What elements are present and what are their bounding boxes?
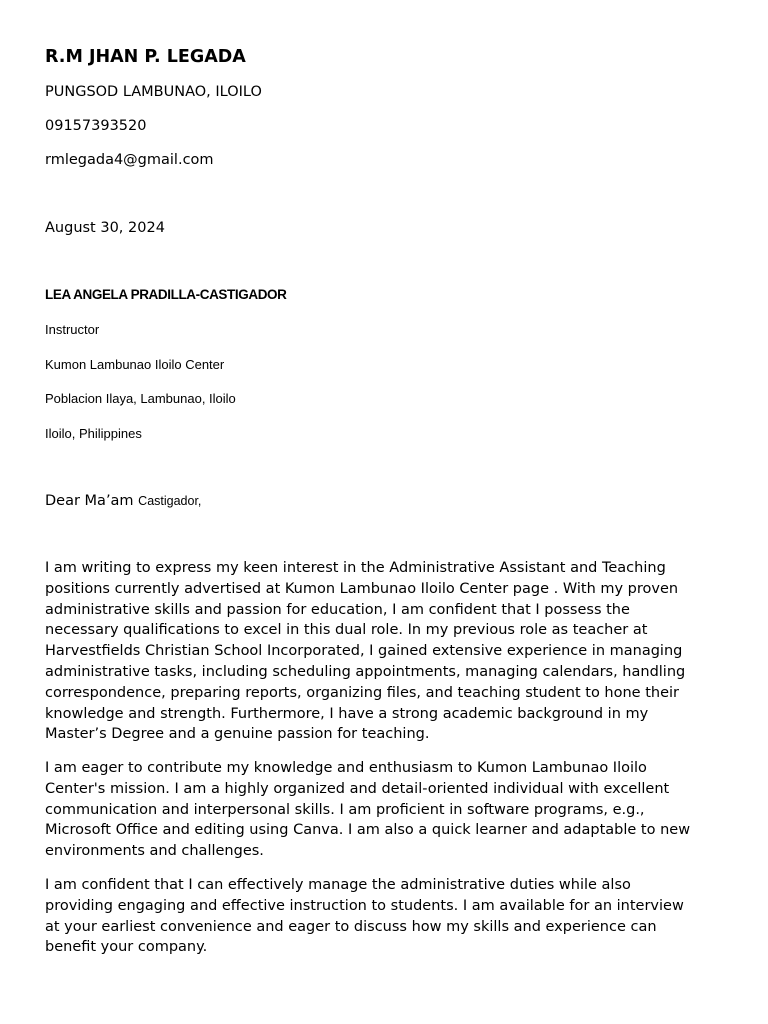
letter-date: August 30, 2024	[45, 220, 165, 236]
paragraph-line: positions currently advertised at Kumon Lambunao Iloilo Center page . With my proven	[45, 580, 679, 597]
paragraph-line: environments and challenges.	[45, 843, 264, 860]
paragraph-line: at your earliest convenience and eager to discuss how my skills and experience can	[45, 918, 657, 935]
paragraph-line: necessary qualifications to excel in this dual role. In my previous role as teacher at	[45, 622, 648, 639]
body-paragraph-1	[45, 558, 735, 745]
sender-address: PUNGSOD LAMBUNAO, ILOILO	[45, 84, 262, 100]
paragraph-line: knowledge and strength. Furthermore, I have a strong academic background in my	[45, 705, 649, 722]
recipient-name: LEA ANGELA PRADILLA-CASTIGADOR	[45, 287, 287, 302]
paragraph-line: administrative skills and passion for education, I am confident that I possess the	[45, 601, 630, 618]
salutation-greeting: Dear Ma’am	[45, 493, 134, 509]
paragraph-line: correspondence, preparing reports, organizing files, and teaching student to hone their	[45, 684, 679, 701]
paragraph-line: Master’s Degree and a genuine passion for teaching.	[45, 726, 430, 743]
recipient-street: Poblacion Ilaya, Lambunao, Iloilo	[45, 391, 236, 406]
salutation	[45, 492, 201, 510]
paragraph-line: administrative tasks, including scheduling appointments, managing calendars, handling	[45, 663, 686, 680]
sender-email: rmlegada4@gmail.com	[45, 152, 214, 168]
sender-phone: 09157393520	[45, 118, 147, 134]
salutation-surname: Castigador,	[138, 494, 202, 508]
paragraph-line: Center's mission. I am a highly organized and detail-oriented individual with excellent	[45, 780, 670, 797]
recipient-title: Instructor	[45, 322, 100, 337]
recipient-city: Iloilo, Philippines	[45, 426, 142, 441]
recipient-organization: Kumon Lambunao Iloilo Center	[45, 357, 225, 372]
paragraph-line: I am writing to express my keen interest in the Administrative Assistant and Teaching	[45, 560, 666, 576]
paragraph-line: I am eager to contribute my knowledge and enthusiasm to Kumon Lambunao Iloilo	[45, 760, 647, 776]
body-paragraph-3	[45, 875, 735, 958]
paragraph-line: providing engaging and effective instruction to students. I am available for an interview	[45, 897, 684, 914]
paragraph-line: I am confident that I can effectively manage the administrative duties while also	[45, 877, 631, 893]
paragraph-line: Microsoft Office and editing using Canva. I am also a quick learner and adaptable to new	[45, 822, 691, 839]
paragraph-line: benefit your company.	[45, 939, 208, 956]
paragraph-line: Harvestfields Christian School Incorporated, I gained extensive experience in managing	[45, 643, 683, 660]
paragraph-line: communication and interpersonal skills. I am proficient in software programs, e.g.,	[45, 801, 645, 818]
body-paragraph-2	[45, 758, 735, 862]
sender-name: R.M JHAN P. LEGADA	[45, 47, 246, 67]
